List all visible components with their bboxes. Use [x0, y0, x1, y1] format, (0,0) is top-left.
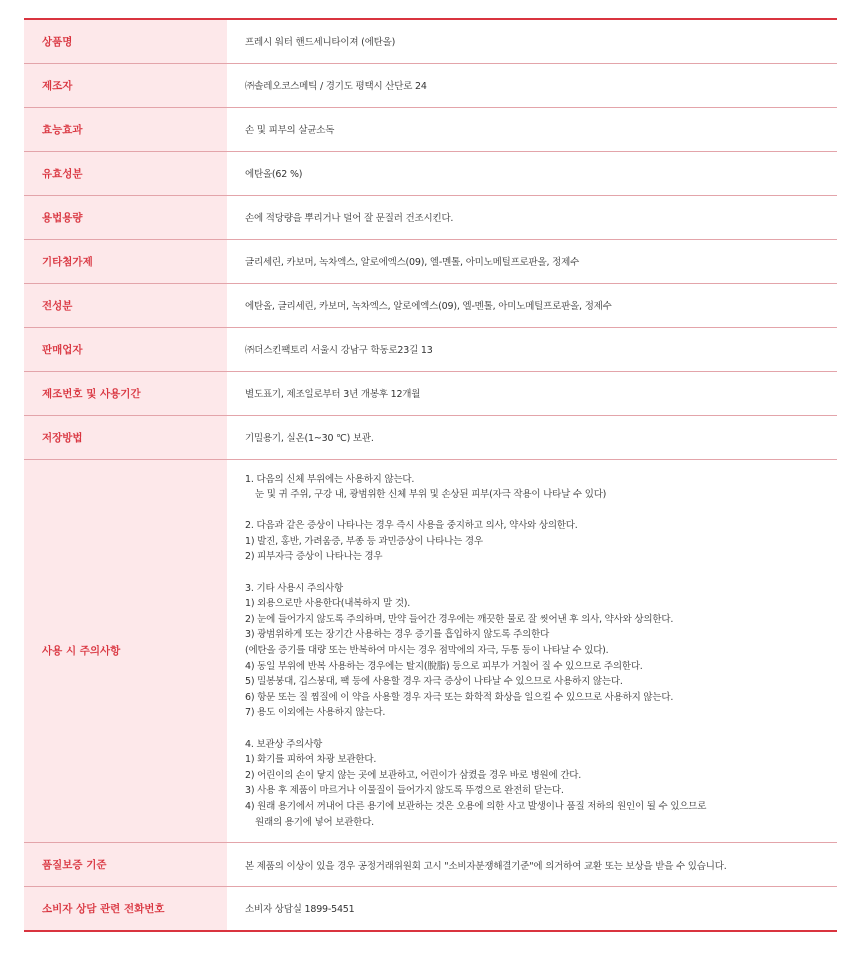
- caution-line: 원래의 용기에 넣어 보관한다.: [255, 816, 375, 828]
- row-value: 별도표기, 제조일로부터 3년 개봉후 12개월: [227, 371, 837, 415]
- caution-line: 1) 발진, 홍반, 가려움증, 부종 등 과민증상이 나타나는 경우: [245, 535, 483, 547]
- row-value: ㈜더스킨팩토리 서울시 강남구 학동로23길 13: [227, 327, 837, 371]
- info-row-efficacy: [24, 107, 837, 151]
- caution-line: 1. 다음의 신체 부위에는 사용하지 않는다.: [245, 473, 415, 485]
- product-info-table: [24, 18, 837, 932]
- row-value: 프레시 워터 핸드세니타이져 (에탄올): [227, 19, 837, 63]
- row-label: 상품명: [24, 19, 227, 63]
- row-value: 글리세린, 카보머, 녹차엑스, 알로에엑스(09), 엘-멘톨, 아미노메틸프로판올, 정제수: [227, 239, 837, 283]
- info-row-full-ingredients: [24, 283, 837, 327]
- caution-line: 4) 원래 용기에서 꺼내어 다른 용기에 보관하는 것은 오용에 의한 사고 발생이나 품질 저하의 원인이 될 수 있으므로: [245, 800, 707, 812]
- caution-line: 2) 눈에 들어가지 않도록 주의하며, 만약 들어간 경우에는 깨끗한 물로 잘 씻어낸 후 의사, 약사와 상의한다.: [245, 613, 674, 625]
- caution-line: 2. 다음과 같은 증상이 나타나는 경우 즉시 사용을 중지하고 의사, 약사와 상의한다.: [245, 520, 578, 532]
- row-label: 사용 시 주의사항: [24, 459, 227, 843]
- row-label: 저장방법: [24, 415, 227, 459]
- info-row-cautions: [24, 459, 837, 843]
- product-info-table-container: [24, 18, 837, 932]
- info-row-manufacturer: [24, 63, 837, 107]
- caution-text: [227, 459, 837, 843]
- caution-line: 3) 광범위하게 또는 장기간 사용하는 경우 증기를 흡입하지 않도록 주의한다: [245, 629, 550, 641]
- row-label: 용법용량: [24, 195, 227, 239]
- info-row-seller: [24, 327, 837, 371]
- spacer: [245, 503, 837, 519]
- caution-line: 4. 보관상 주의사항: [245, 738, 323, 750]
- row-label: 유효성분: [24, 151, 227, 195]
- caution-line: 2) 어린이의 손이 닿지 않는 곳에 보관하고, 어린이가 삼켰을 경우 바로 병원에 간다.: [245, 769, 582, 781]
- info-row-additives: [24, 239, 837, 283]
- caution-line: 6) 항문 또는 질 찜질에 이 약을 사용할 경우 자극 또는 화학적 화상을 일으킬 수 있으므로 사용하지 않는다.: [245, 691, 674, 703]
- info-row-batch-expiry: [24, 371, 837, 415]
- info-row-product-name: [24, 19, 837, 63]
- caution-line: 3. 기타 사용시 주의사항: [245, 582, 343, 594]
- caution-line: 눈 및 귀 주위, 구강 내, 광범위한 신체 부위 및 손상된 피부(자극 작용이 나타날 수 있다): [255, 489, 607, 501]
- row-value: 에탄올(62 %): [227, 151, 837, 195]
- caution-line: 1) 외용으로만 사용한다(내복하지 말 것).: [245, 598, 411, 610]
- caution-line: 3) 사용 후 제품이 마르거나 이물질이 들어가지 않도록 뚜껑으로 완전히 닫는다.: [245, 785, 564, 797]
- row-label: 효능효과: [24, 107, 227, 151]
- row-value: 에탄올, 글리세린, 카보머, 녹차엑스, 알로에엑스(09), 엘-멘톨, 아미노메틸프로판올, 정제수: [227, 283, 837, 327]
- caution-line: 4) 동일 부위에 반복 사용하는 경우에는 탈지(脫脂) 등으로 피부가 거칠어 질 수 있으므로 주의한다.: [245, 660, 643, 672]
- row-label: 전성분: [24, 283, 227, 327]
- caution-line: 1) 화기를 피하여 차광 보관한다.: [245, 754, 377, 766]
- row-label: 품질보증 기준: [24, 843, 227, 887]
- spacer: [245, 721, 837, 737]
- row-value: 소비자 상담실 1899-5451: [245, 904, 355, 916]
- info-row-storage: [24, 415, 837, 459]
- row-label: 제조자: [24, 63, 227, 107]
- info-row-active-ingredient: [24, 151, 837, 195]
- caution-line: 2) 피부자극 증상이 나타나는 경우: [245, 551, 383, 563]
- row-value: 손 및 피부의 살균소독: [227, 107, 837, 151]
- row-label: 기타첨가제: [24, 239, 227, 283]
- row-label: 판매업자: [24, 327, 227, 371]
- info-row-customer-phone: [24, 887, 837, 931]
- row-label: 소비자 상담 관련 전화번호: [24, 887, 227, 931]
- row-value: 기밀용기, 실온(1~30 ℃) 보관.: [227, 415, 837, 459]
- info-row-dosage: [24, 195, 837, 239]
- caution-line: 7) 용도 이외에는 사용하지 않는다.: [245, 707, 386, 719]
- row-value: 손에 적당량을 뿌리거나 덜어 잘 문질러 건조시킨다.: [227, 195, 837, 239]
- caution-line: (에탄올 증기를 대량 또는 반복하여 마시는 경우 점막에의 자극, 두통 등이 나타날 수 있다).: [245, 645, 609, 657]
- row-value: ㈜솔레오코스메틱 / 경기도 평택시 산단로 24: [227, 63, 837, 107]
- row-value: 본 제품의 이상이 있을 경우 공정거래위원회 고시 "소비자분쟁해결기준"에 의거하여 교환 또는 보상을 받을 수 있습니다.: [227, 843, 837, 887]
- caution-line: 5) 밀봉붕대, 깁스붕대, 팩 등에 사용할 경우 자극 증상이 나타날 수 있으므로 사용하지 않는다.: [245, 676, 623, 688]
- info-row-quality-guarantee: [24, 843, 837, 887]
- row-label: 제조번호 및 사용기간: [24, 371, 227, 415]
- spacer: [245, 565, 837, 581]
